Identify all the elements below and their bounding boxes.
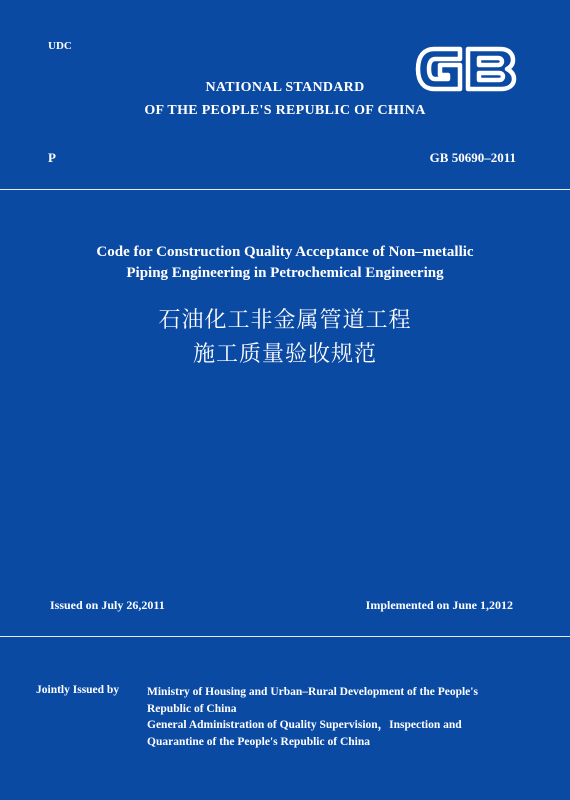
- issuers-block: [147, 684, 542, 750]
- title-chinese-line1: 石油化工非金属管道工程: [158, 308, 412, 333]
- bottom-divider: [0, 636, 570, 637]
- classification-code: P: [48, 150, 56, 165]
- national-standard-line1: NATIONAL STANDARD: [205, 80, 365, 95]
- title-chinese-line2: 施工质量验收规范: [192, 342, 377, 367]
- standard-number: GB 50690–2011: [429, 150, 516, 165]
- issuer-line: Ministry of Housing and Urban–Rural Development of the People's: [147, 686, 478, 698]
- top-divider: [0, 189, 570, 190]
- implemented-date: Implemented on June 1,2012: [365, 598, 513, 612]
- issuer-line: Republic of China: [147, 702, 237, 715]
- jointly-issued-label: Jointly Issued by: [36, 684, 120, 696]
- title-english-line1: Code for Construction Quality Acceptance of Non–metallic: [96, 244, 474, 260]
- national-standard-line2: OF THE PEOPLE'S REPUBLIC OF CHINA: [144, 103, 426, 118]
- udc-label: UDC: [48, 40, 72, 52]
- issuer-line: Quarantine of the People's Republic of China: [147, 735, 370, 748]
- title-english-line2: Piping Engineering in Petrochemical Engineering: [126, 265, 444, 281]
- issued-date: Issued on July 26,2011: [50, 598, 165, 612]
- issuer-line: General Administration of Quality Supervision，Inspection and: [147, 719, 462, 731]
